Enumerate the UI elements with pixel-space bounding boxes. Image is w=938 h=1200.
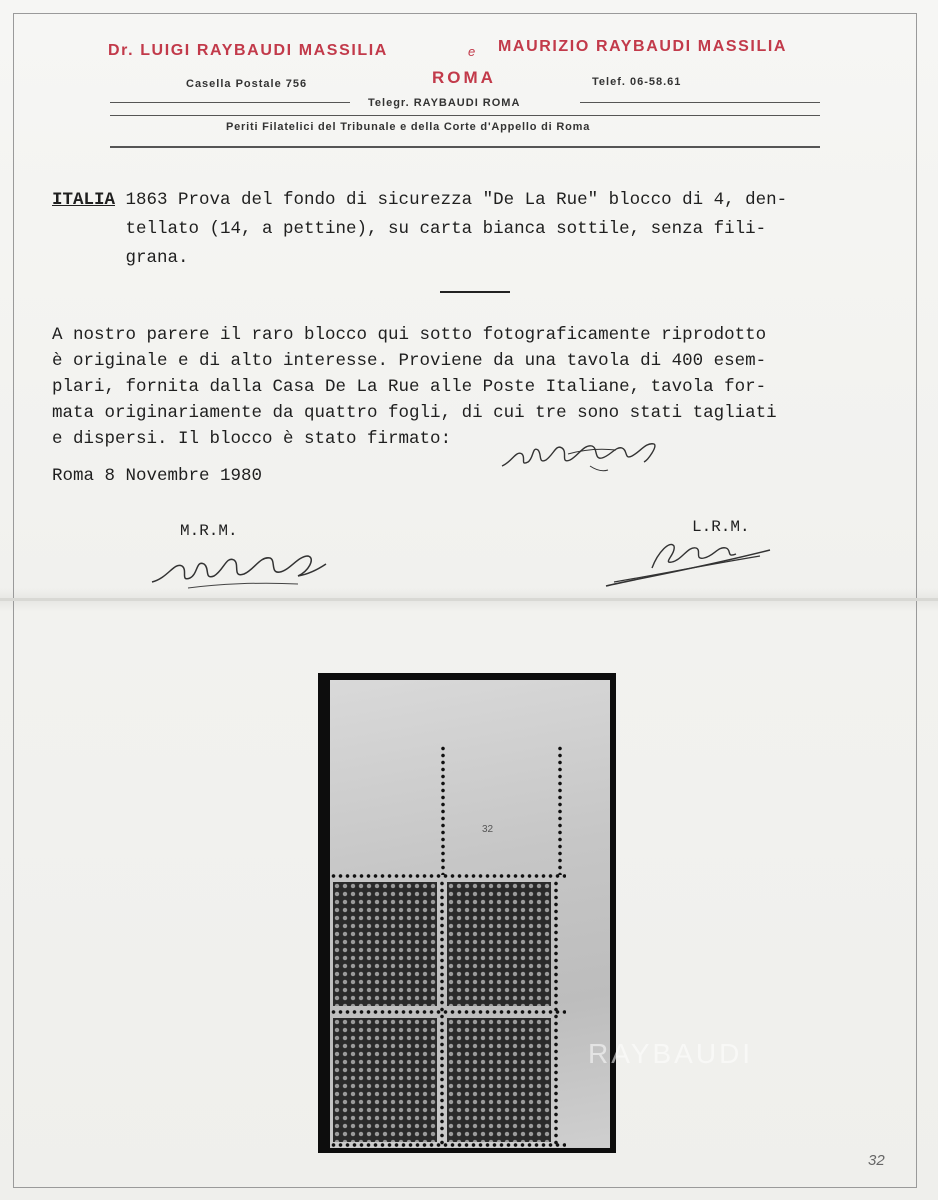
opinion-line-5: e dispersi. Il blocco è stato firmato: [52, 429, 452, 449]
stamp-top-left [333, 882, 437, 1006]
description-line-2: tellato (14, a pettine), su carta bianca sottile, senza fili- [52, 219, 767, 239]
letterhead-rule-left [110, 102, 350, 103]
perforation-top [330, 874, 566, 878]
letterhead-name-left: Dr. LUIGI RAYBAUDI MASSILIA [108, 42, 388, 59]
left-signature-icon [148, 538, 338, 598]
opinion-line-1: A nostro parere il raro blocco qui sotto fotograficamente riprodotto [52, 325, 767, 345]
stamp-description [52, 186, 892, 273]
margin-number: 32 [482, 824, 494, 835]
opinion-line-2: è originale e di alto interesse. Proviene da una tavola di 400 esem- [52, 351, 767, 371]
inline-signature-icon [498, 432, 668, 478]
stamp-bottom-left [333, 1018, 437, 1142]
letterhead-conjunction: e [468, 44, 476, 59]
raybaudi-watermark: RAYBAUDI [588, 1038, 754, 1069]
description-line-3: grana. [52, 248, 189, 268]
fold-line [0, 598, 938, 601]
letterhead-telephone: Telef. 06-58.61 [592, 76, 682, 88]
place-date: Roma 8 Novembre 1980 [52, 466, 263, 486]
stamp-top-right [447, 882, 551, 1006]
letterhead-rule-middle [110, 115, 820, 116]
letterhead-name-right: MAURIZIO RAYBAUDI MASSILIA [498, 38, 788, 55]
stamp-bottom-right [447, 1018, 551, 1142]
perforation-margin-right [558, 745, 562, 875]
perforation-right [554, 880, 558, 1146]
perforation-center [440, 880, 444, 1146]
left-initials: M.R.M. [180, 522, 238, 540]
right-signature-icon [600, 526, 780, 596]
right-initials: L.R.M. [692, 518, 750, 536]
letterhead-telegram: Telegr. RAYBAUDI ROMA [368, 97, 521, 109]
letterhead-rule-right [580, 102, 820, 103]
letterhead-credentials: Periti Filatelici del Tribunale e della Corte d'Appello di Roma [226, 121, 591, 133]
page-number: 32 [868, 1152, 885, 1169]
opinion-line-3: plari, fornita dalla Casa De La Rue alle Poste Italiane, tavola for- [52, 377, 767, 397]
perforation-bottom [330, 1143, 566, 1147]
description-line-1: 1863 Prova del fondo di sicurezza "De La Rue" blocco di 4, den- [115, 190, 788, 210]
letterhead-rule-bottom [110, 146, 820, 148]
perforation-middle [330, 1010, 566, 1014]
letterhead-city: ROMA [432, 68, 496, 87]
country-label: ITALIA [52, 190, 116, 210]
letterhead-postal-box: Casella Postale 756 [186, 78, 308, 90]
opinion-line-4: mata originariamente da quattro fogli, di cui tre sono stati tagliati [52, 403, 777, 423]
perforation-margin-left [441, 745, 445, 875]
expert-opinion [52, 322, 912, 452]
section-separator [440, 291, 510, 293]
